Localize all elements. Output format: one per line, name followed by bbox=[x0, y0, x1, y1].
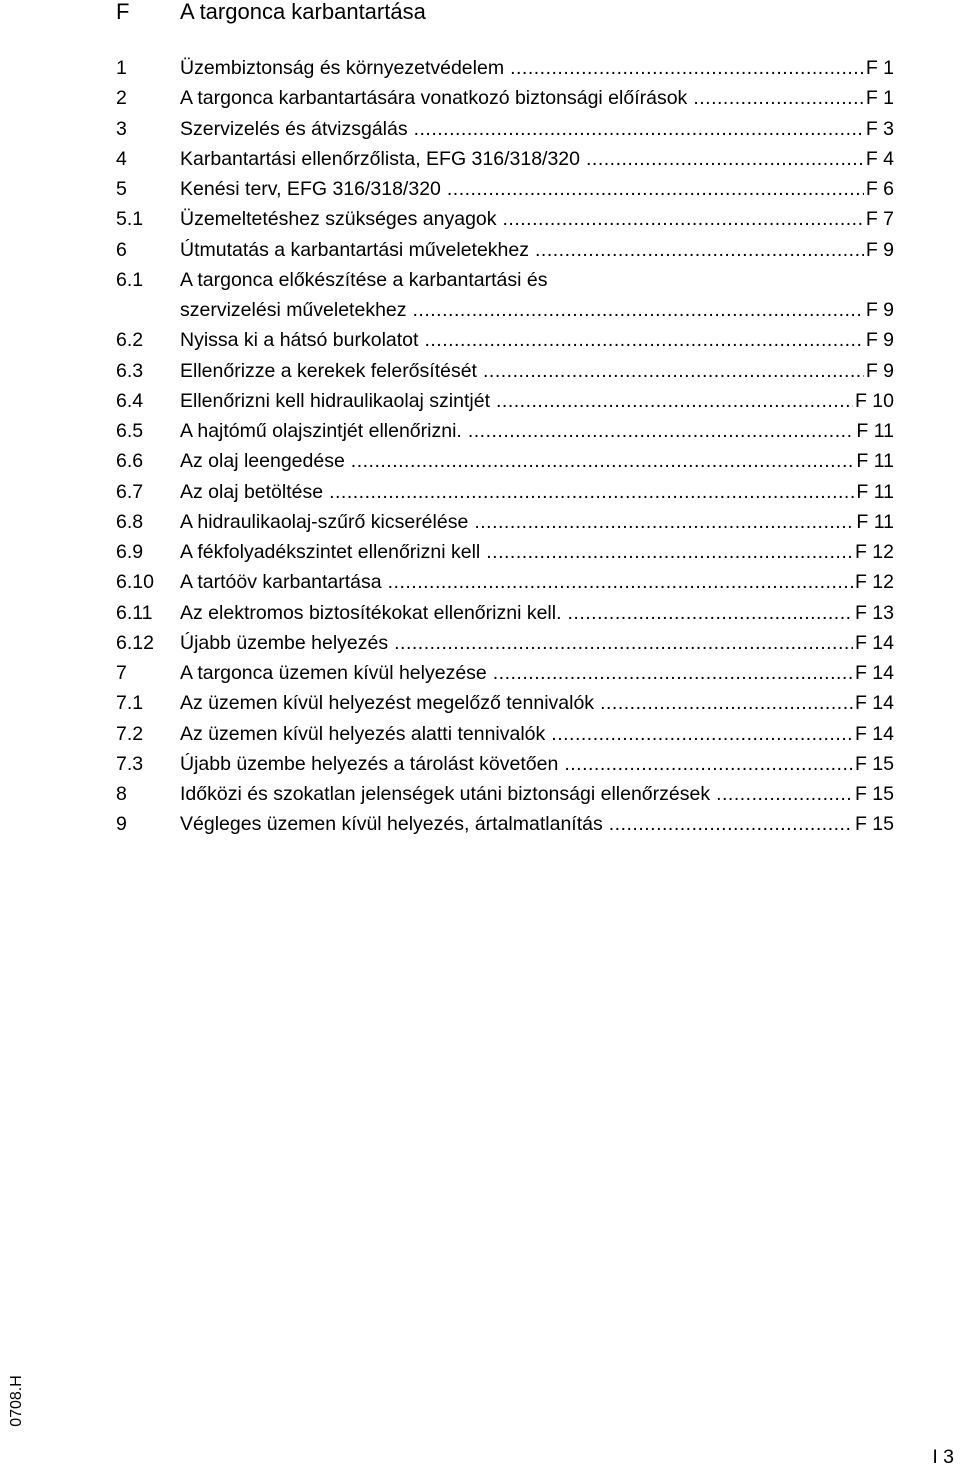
toc-entry-page: F 14 bbox=[854, 722, 894, 745]
toc-entry[interactable] bbox=[0, 265, 960, 326]
toc-entry[interactable] bbox=[0, 386, 960, 416]
toc-entry[interactable] bbox=[0, 416, 960, 446]
toc-entry-number: 6.7 bbox=[116, 480, 144, 503]
toc-entry-title: Az üzemen kívül helyezést megelőző tennivalók bbox=[180, 692, 595, 715]
document-code-text: 0708.H bbox=[8, 1375, 25, 1427]
toc-entry[interactable] bbox=[0, 567, 960, 597]
toc-entry-number: 7.2 bbox=[116, 722, 144, 745]
dot-leader bbox=[693, 83, 864, 113]
chapter-title: A targonca karbantartása bbox=[180, 0, 426, 24]
toc-entry[interactable] bbox=[0, 537, 960, 567]
page-number: I 3 bbox=[932, 1446, 954, 1468]
toc-entry-title: A tartóöv karbantartása bbox=[180, 571, 382, 594]
toc-entry-title: Ellenőrizze a kerekek felerősítését bbox=[180, 359, 477, 382]
toc-entry-page: F 4 bbox=[865, 147, 894, 170]
toc-entry[interactable] bbox=[0, 174, 960, 204]
toc-entry-title: Az üzemen kívül helyezés alatti tennivalók bbox=[180, 722, 546, 745]
toc-entry[interactable] bbox=[0, 628, 960, 658]
toc-entry[interactable] bbox=[0, 356, 960, 386]
toc-entry-title: Szervizelés és átvizsgálás bbox=[180, 117, 408, 140]
toc-entry[interactable] bbox=[0, 809, 960, 839]
toc-entry-number: 6.1 bbox=[116, 268, 144, 291]
dot-leader bbox=[474, 507, 854, 537]
toc-entry-number: 6.9 bbox=[116, 541, 144, 563]
toc-entry-number: 4 bbox=[116, 147, 127, 170]
dot-leader bbox=[394, 628, 853, 658]
toc-entry-page: F 11 bbox=[856, 450, 894, 473]
toc-entry[interactable] bbox=[0, 446, 960, 476]
dot-leader bbox=[503, 204, 864, 234]
toc-entry[interactable] bbox=[0, 719, 960, 749]
dot-leader bbox=[609, 809, 853, 839]
toc-entry-page: F 14 bbox=[854, 662, 894, 684]
toc-entry-page: F 10 bbox=[854, 389, 894, 412]
toc-entry-page: F 11 bbox=[856, 510, 894, 533]
toc-entry-number: 6.5 bbox=[116, 420, 144, 442]
toc-entry-title: Karbantartási ellenőrzőlista, EFG 316/318/320 bbox=[180, 147, 580, 170]
toc-entry[interactable] bbox=[0, 325, 960, 355]
toc-entry-page: F 14 bbox=[854, 631, 894, 654]
toc-entry-number: 6.12 bbox=[116, 631, 154, 654]
toc-entry-title: Újabb üzembe helyezés bbox=[180, 631, 389, 654]
toc-entry-number: 6.10 bbox=[116, 571, 154, 594]
toc-entry-page: F 9 bbox=[865, 329, 894, 352]
toc-entry-page: F 1 bbox=[865, 57, 894, 79]
table-of-contents bbox=[0, 53, 960, 840]
toc-entry-title: Újabb üzembe helyezés a tárolást követően bbox=[180, 752, 559, 775]
toc-entry-title: Végleges üzemen kívül helyezés, ártalmatlanítás bbox=[180, 813, 603, 836]
toc-entry-title: Útmutatás a karbantartási műveletekhez bbox=[180, 238, 530, 261]
dot-leader bbox=[486, 537, 853, 567]
toc-entry[interactable] bbox=[0, 144, 960, 174]
toc-entry[interactable] bbox=[0, 235, 960, 265]
dot-leader bbox=[424, 325, 863, 355]
toc-entry[interactable] bbox=[0, 598, 960, 628]
toc-entry-number: 6.2 bbox=[116, 329, 144, 352]
toc-entry-number: 2 bbox=[116, 87, 127, 110]
toc-entry-page: F 7 bbox=[865, 208, 894, 231]
toc-entry-page: F 11 bbox=[856, 480, 894, 503]
toc-entry-title: A hajtómű olajszintjét ellenőrizni. bbox=[180, 420, 462, 442]
toc-entry-page: F 12 bbox=[854, 571, 894, 594]
dot-leader bbox=[414, 114, 864, 144]
chapter-heading bbox=[0, 0, 960, 31]
toc-entry[interactable] bbox=[0, 83, 960, 113]
dot-leader bbox=[564, 749, 853, 779]
toc-entry-page: F 14 bbox=[854, 692, 894, 715]
toc-entry[interactable] bbox=[0, 779, 960, 809]
toc-entry[interactable] bbox=[0, 53, 960, 83]
chapter-letter: F bbox=[116, 0, 130, 24]
toc-entry-page: F 6 bbox=[865, 178, 894, 200]
dot-leader bbox=[535, 235, 864, 265]
toc-entry[interactable] bbox=[0, 507, 960, 537]
toc-entry-number: 7.3 bbox=[116, 752, 144, 775]
dot-leader bbox=[468, 416, 855, 446]
toc-entry-page: F 12 bbox=[854, 541, 894, 563]
toc-entry-number: 9 bbox=[116, 813, 127, 836]
toc-entry-page: F 11 bbox=[856, 420, 894, 442]
dot-leader bbox=[483, 356, 864, 386]
toc-entry-number: 5 bbox=[116, 178, 127, 200]
dot-leader bbox=[351, 446, 855, 476]
toc-entry-title: Üzembiztonság és környezetvédelem bbox=[180, 57, 505, 79]
dot-leader bbox=[716, 779, 853, 809]
toc-entry-page: F 9 bbox=[865, 238, 894, 261]
toc-entry-title: Üzemeltetéshez szükséges anyagok bbox=[180, 208, 497, 231]
toc-entry-number: 7 bbox=[116, 662, 127, 684]
toc-entry-number: 6.11 bbox=[116, 601, 153, 624]
dot-leader bbox=[496, 386, 853, 416]
dot-leader bbox=[600, 688, 853, 718]
dot-leader bbox=[388, 567, 853, 597]
toc-entry-title: Az olaj betöltése bbox=[180, 480, 324, 503]
toc-entry[interactable] bbox=[0, 658, 960, 688]
toc-entry-number: 8 bbox=[116, 783, 127, 805]
toc-entry-page: F 15 bbox=[854, 752, 894, 775]
toc-entry-title: Nyissa ki a hátsó burkolatot bbox=[180, 329, 419, 352]
toc-entry-number: 1 bbox=[116, 57, 127, 79]
toc-entry-number: 7.1 bbox=[116, 692, 144, 715]
toc-entry-number: 6 bbox=[116, 238, 127, 261]
toc-entry-number: 6.6 bbox=[116, 450, 144, 473]
toc-entry-title: Kenési terv, EFG 316/318/320 bbox=[180, 178, 441, 200]
toc-entry-page: F 9 bbox=[865, 299, 894, 321]
toc-entry-number: 6.8 bbox=[116, 510, 144, 533]
toc-entry-title: A hidraulikaolaj-szűrő kicserélése bbox=[180, 510, 469, 533]
dot-leader bbox=[493, 658, 853, 688]
dot-leader bbox=[447, 174, 864, 204]
toc-entry-number: 6.3 bbox=[116, 359, 144, 382]
dot-leader bbox=[510, 53, 864, 83]
toc-entry-title: Ellenőrizni kell hidraulikaolaj szintjét bbox=[180, 389, 490, 412]
toc-entry-title: Az olaj leengedése bbox=[180, 450, 345, 473]
toc-entry-page: F 15 bbox=[854, 813, 894, 836]
toc-entry-title: A targonca előkészítése a karbantartási és bbox=[180, 268, 548, 291]
toc-entry-title: A fékfolyadékszintet ellenőrizni kell bbox=[180, 541, 481, 563]
toc-entry-page: F 15 bbox=[854, 783, 894, 805]
toc-entry-title: A targonca üzemen kívül helyezése bbox=[180, 662, 487, 684]
toc-entry-number: 6.4 bbox=[116, 389, 144, 412]
dot-leader bbox=[568, 598, 853, 628]
toc-entry-number: 5.1 bbox=[116, 208, 144, 231]
toc-entry-title-continued: szervizelési műveletekhez bbox=[180, 299, 407, 321]
toc-entry-page: F 9 bbox=[865, 359, 894, 382]
toc-entry-number: 3 bbox=[116, 117, 127, 140]
toc-entry[interactable] bbox=[0, 688, 960, 718]
toc-entry-title: Időközi és szokatlan jelenségek utáni biztonsági ellenőrzések bbox=[180, 783, 711, 805]
toc-entry[interactable] bbox=[0, 204, 960, 234]
document-code bbox=[0, 1366, 34, 1436]
toc-entry[interactable] bbox=[0, 477, 960, 507]
dot-leader bbox=[413, 295, 864, 325]
toc-entry-title: Az elektromos biztosítékokat ellenőrizni kell. bbox=[180, 601, 562, 624]
dot-leader bbox=[329, 477, 854, 507]
toc-entry[interactable] bbox=[0, 749, 960, 779]
toc-entry-page: F 13 bbox=[854, 601, 894, 624]
dot-leader bbox=[586, 144, 864, 174]
toc-entry-title: A targonca karbantartására vonatkozó biztonsági előírások bbox=[180, 87, 688, 110]
toc-entry[interactable] bbox=[0, 114, 960, 144]
toc-entry-page: F 3 bbox=[865, 117, 894, 140]
dot-leader bbox=[551, 719, 853, 749]
toc-entry-page: F 1 bbox=[865, 87, 894, 110]
